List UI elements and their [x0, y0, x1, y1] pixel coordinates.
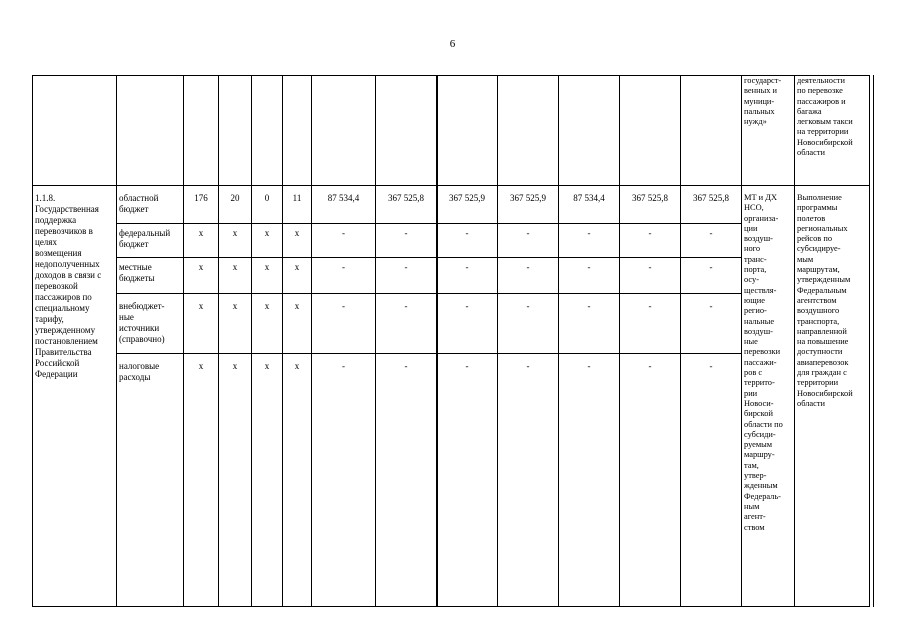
budget-table — [32, 75, 870, 607]
item-title: 1.1.8. Государственная поддержка перевозчиков в целях возмещения недополученных доходов в связи с перевозкой пассажиров по специальному тарифу, утвержденному постановлением Правительства Российской Федерации — [33, 186, 117, 607]
table-cell: x — [219, 294, 252, 354]
table-cell: 367 525,8 — [376, 186, 437, 224]
table-cell: x — [219, 224, 252, 258]
table-cell: - — [312, 294, 376, 354]
table-cell: x — [184, 354, 219, 607]
table-cell: - — [498, 224, 559, 258]
table-cell: - — [437, 294, 498, 354]
table-cell: - — [620, 294, 681, 354]
funding-source: местные бюджеты — [117, 258, 184, 294]
table-row — [33, 76, 870, 186]
table-cell: - — [681, 294, 742, 354]
table-cell: - — [376, 354, 437, 607]
table-cell: 176 — [184, 186, 219, 224]
table-cell — [219, 76, 252, 186]
table-cell — [437, 76, 498, 186]
column-divider — [437, 75, 438, 607]
executor-cell: государст- венных и муници- пальных нужд» — [742, 76, 795, 186]
table-cell: x — [252, 258, 283, 294]
table-cell — [117, 76, 184, 186]
table-cell: - — [312, 258, 376, 294]
column-divider — [873, 75, 874, 607]
executor-cell: МТ и ДХ НСО, организа- ции воздуш- ного транс- порта, осу- ществля- ющие регио- нальные воздуш- ные перевозки пассажи- ров с террито- рии Новоси- бирской области по субсиди- руемым маршру- там, утвер- жденным Федераль- ным агент- ством — [742, 186, 795, 607]
table-cell: x — [283, 224, 312, 258]
table-cell: 367 525,9 — [437, 186, 498, 224]
funding-source: налоговые расходы — [117, 354, 184, 607]
table-cell: x — [184, 224, 219, 258]
table-cell: - — [620, 224, 681, 258]
table-cell: - — [620, 354, 681, 607]
table-cell: - — [437, 354, 498, 607]
table-cell: - — [437, 258, 498, 294]
table-cell: x — [283, 354, 312, 607]
table-cell: - — [376, 224, 437, 258]
table-cell: - — [681, 258, 742, 294]
table-cell: x — [252, 354, 283, 607]
table-cell: x — [283, 258, 312, 294]
table-cell: - — [681, 224, 742, 258]
table-cell — [252, 76, 283, 186]
table-cell: 87 534,4 — [559, 186, 620, 224]
table-cell — [681, 76, 742, 186]
table-cell: - — [498, 294, 559, 354]
result-cell: деятельности по перевозке пассажиров и багажа легковым такси на территории Новосибирской области — [795, 76, 870, 186]
table-cell: x — [252, 294, 283, 354]
table-cell: 20 — [219, 186, 252, 224]
table-cell: 0 — [252, 186, 283, 224]
table-cell: - — [559, 258, 620, 294]
table-cell: x — [219, 354, 252, 607]
table-cell: x — [283, 294, 312, 354]
table-cell: - — [376, 258, 437, 294]
table-cell: 367 525,8 — [620, 186, 681, 224]
table-cell — [620, 76, 681, 186]
table-cell: x — [219, 258, 252, 294]
table-cell: 367 525,8 — [681, 186, 742, 224]
funding-source: областной бюджет — [117, 186, 184, 224]
table-cell — [184, 76, 219, 186]
table-cell: - — [498, 354, 559, 607]
table-cell: - — [312, 224, 376, 258]
table-cell: 367 525,9 — [498, 186, 559, 224]
funding-source: внебюджет- ные источники (справочно) — [117, 294, 184, 354]
table-cell: - — [559, 294, 620, 354]
table-cell: - — [559, 224, 620, 258]
table-row — [33, 186, 870, 224]
table-cell: - — [620, 258, 681, 294]
table-cell: x — [184, 294, 219, 354]
table-cell — [559, 76, 620, 186]
table-cell: x — [252, 224, 283, 258]
page-number: 6 — [449, 38, 456, 50]
funding-source: федеральный бюджет — [117, 224, 184, 258]
table-cell: x — [184, 258, 219, 294]
table-cell: - — [376, 294, 437, 354]
table-cell — [498, 76, 559, 186]
table-cell — [283, 76, 312, 186]
table-cell: 11 — [283, 186, 312, 224]
table-cell — [33, 76, 117, 186]
table-cell: - — [498, 258, 559, 294]
table-cell: - — [559, 354, 620, 607]
table-cell: - — [681, 354, 742, 607]
result-cell: Выполнение программы полетов региональных рейсов по субсидируе- мым маршрутам, утвержденным Федеральным агентством воздушного транспорта, направленной на повышение доступности авиаперевозок для граждан с территории Новосибирской области — [795, 186, 870, 607]
table-cell: - — [312, 354, 376, 607]
table-cell: 87 534,4 — [312, 186, 376, 224]
table-cell — [312, 76, 376, 186]
table-cell — [376, 76, 437, 186]
table-cell: - — [437, 224, 498, 258]
